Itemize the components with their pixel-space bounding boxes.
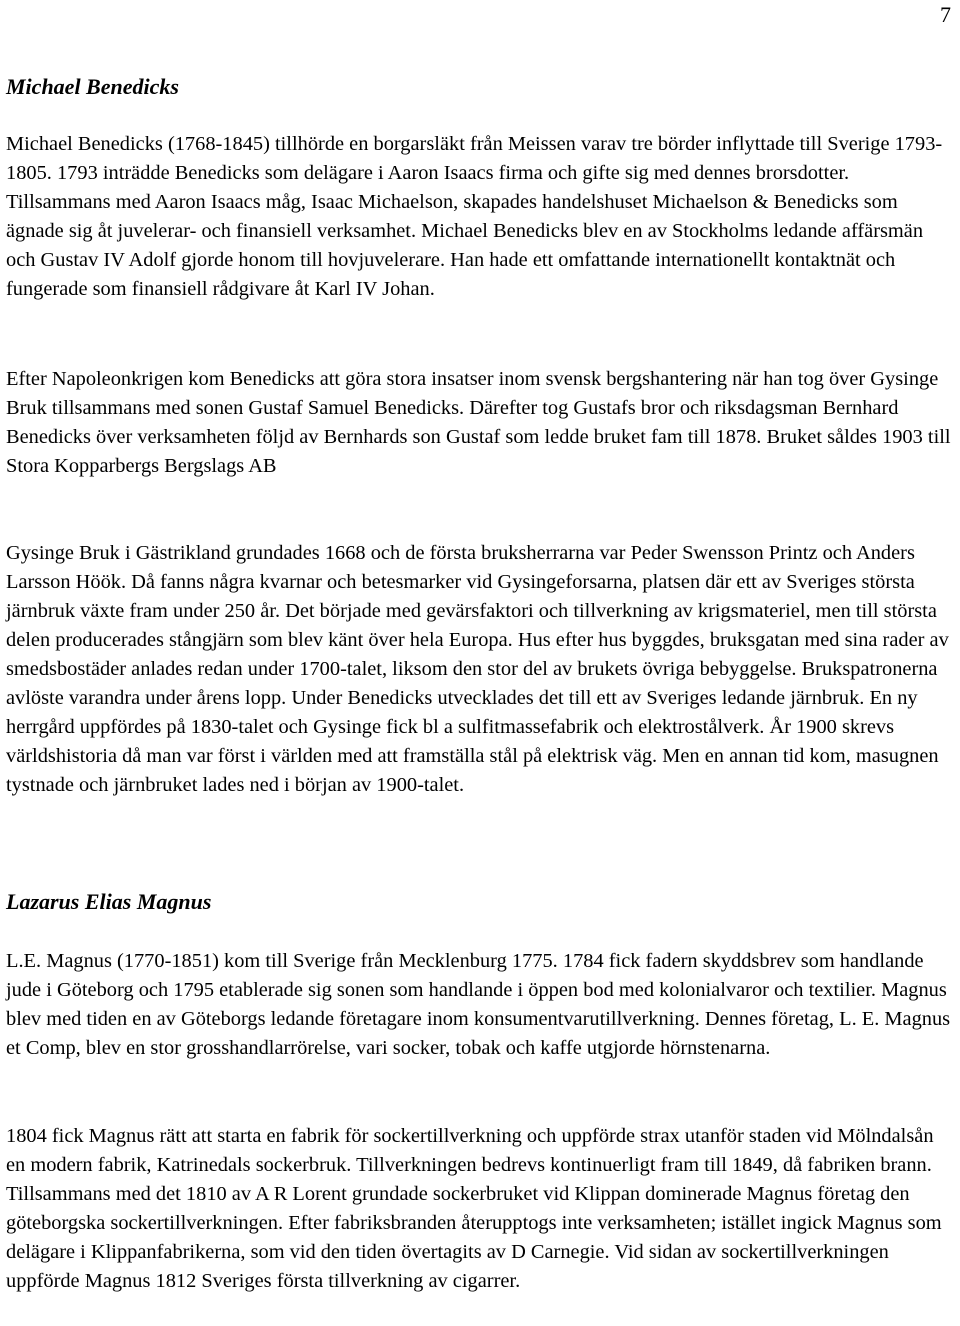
paragraph-benedicks-intro: Michael Benedicks (1768-1845) tillhörde en borgarsläkt från Meissen varav tre börder inflyttade till Sverige 1793-1805. 1793 inträdde Benedicks som delägare i Aaron Isaacs firma och gifte sig med dennes brorsdotter. Tillsammans med Aaron Isaacs måg, Isaac Michaelson, skapades handelshuset Michaelson & Benedicks som ägnade sig åt juvelerar- och finansiell verksamhet. Michael Benedicks blev en av Stockholms ledande affärsmän och Gustav IV Adolf gjorde honom till hovjuvelerare. Han hade ett omfattande internationellt kontaktnät och fungerade som finansiell rådgivare åt Karl IV Johan. <box>6 133 943 300</box>
paragraph-magnus-intro: L.E. Magnus (1770-1851) kom till Sverige från Mecklenburg 1775. 1784 fick fadern skyddsbrev som handlande jude i Göteborg och 1795 etablerade sig sonen som handlande i öppen bod med kolonialvaror och textilier. Magnus blev med tiden en av Göteborgs ledande företagare inom konsumentvarutillverkning. Dennes företag, L. E. Magnus et Comp, blev en stor grosshandlarrörelse, vari socker, tobak och kaffe utgjorde hörnstenarna. <box>6 950 951 1059</box>
section-heading-magnus: Lazarus Elias Magnus <box>6 889 212 914</box>
paragraph-benedicks-gysinge: Efter Napoleonkrigen kom Benedicks att göra stora insatser inom svensk bergshantering när han tog över Gysinge Bruk tillsammans med sonen Gustaf Samuel Benedicks. Därefter tog Gustafs bror och riksdagsman Bernhard Benedicks över verksamheten följd av Bernhards son Gustaf som ledde bruket fam till 1878. Bruket såldes 1903 till Stora Kopparbergs Bergslags AB <box>6 368 951 477</box>
section-heading-benedicks: Michael Benedicks <box>6 74 179 99</box>
page-number: 7 <box>940 2 951 27</box>
paragraph-magnus-sugar: 1804 fick Magnus rätt att starta en fabrik för sockertillverkning och uppförde strax utanför staden vid Mölndalsån en modern fabrik, Katrinedals sockerbruk. Tillverkningen bedrevs kontinuerligt fram till 1849, då fabriken brann. Tillsammans med det 1810 av A R Lorent grundade sockerbruket vid Klippan dominerade Magnus företag den göteborgska sockertillverkningen. Efter fabriksbranden återupptogs inte verksamheten; istället ingick Magnus som delägare i Klippanfabrikerna, som vid den tiden övertagits av D Carnegie. Vid sidan av sockertillverkningen uppförde Magnus 1812 Sveriges första tillverkning av cigarrer. <box>6 1125 942 1292</box>
paragraph-gysinge-history: Gysinge Bruk i Gästrikland grundades 1668 och de första bruksherrarna var Peder Swensson Printz och Anders Larsson Höök. Då fanns några kvarnar och betesmarker vid Gysingeforsarna, platsen där ett av Sveriges största järnbruk växte fram under 250 år. Det började med gevärsfaktori och tillverkning av krigsmateriel, men till största delen producerades stångjärn som blev känt över hela Europa. Hus efter hus byggdes, bruksgatan med sina rader av smedsbostäder anlades redan under 1700-talet, liksom den stor del av brukets övriga bebyggelse. Brukspatronerna avlöste varandra under årens lopp. Under Benedicks utvecklades det till ett av Sveriges ledande järnbruk. En ny herrgård uppfördes på 1830-talet och Gysinge fick bl a sulfitmassefabrik och elektrostålverk. År 1900 skrevs världshistoria då man var först i världen med att framställa stål på elektrisk väg. Men en annan tid kom, masugnen tystnade och järnbruket lades ned i början av 1900-talet. <box>6 542 949 796</box>
